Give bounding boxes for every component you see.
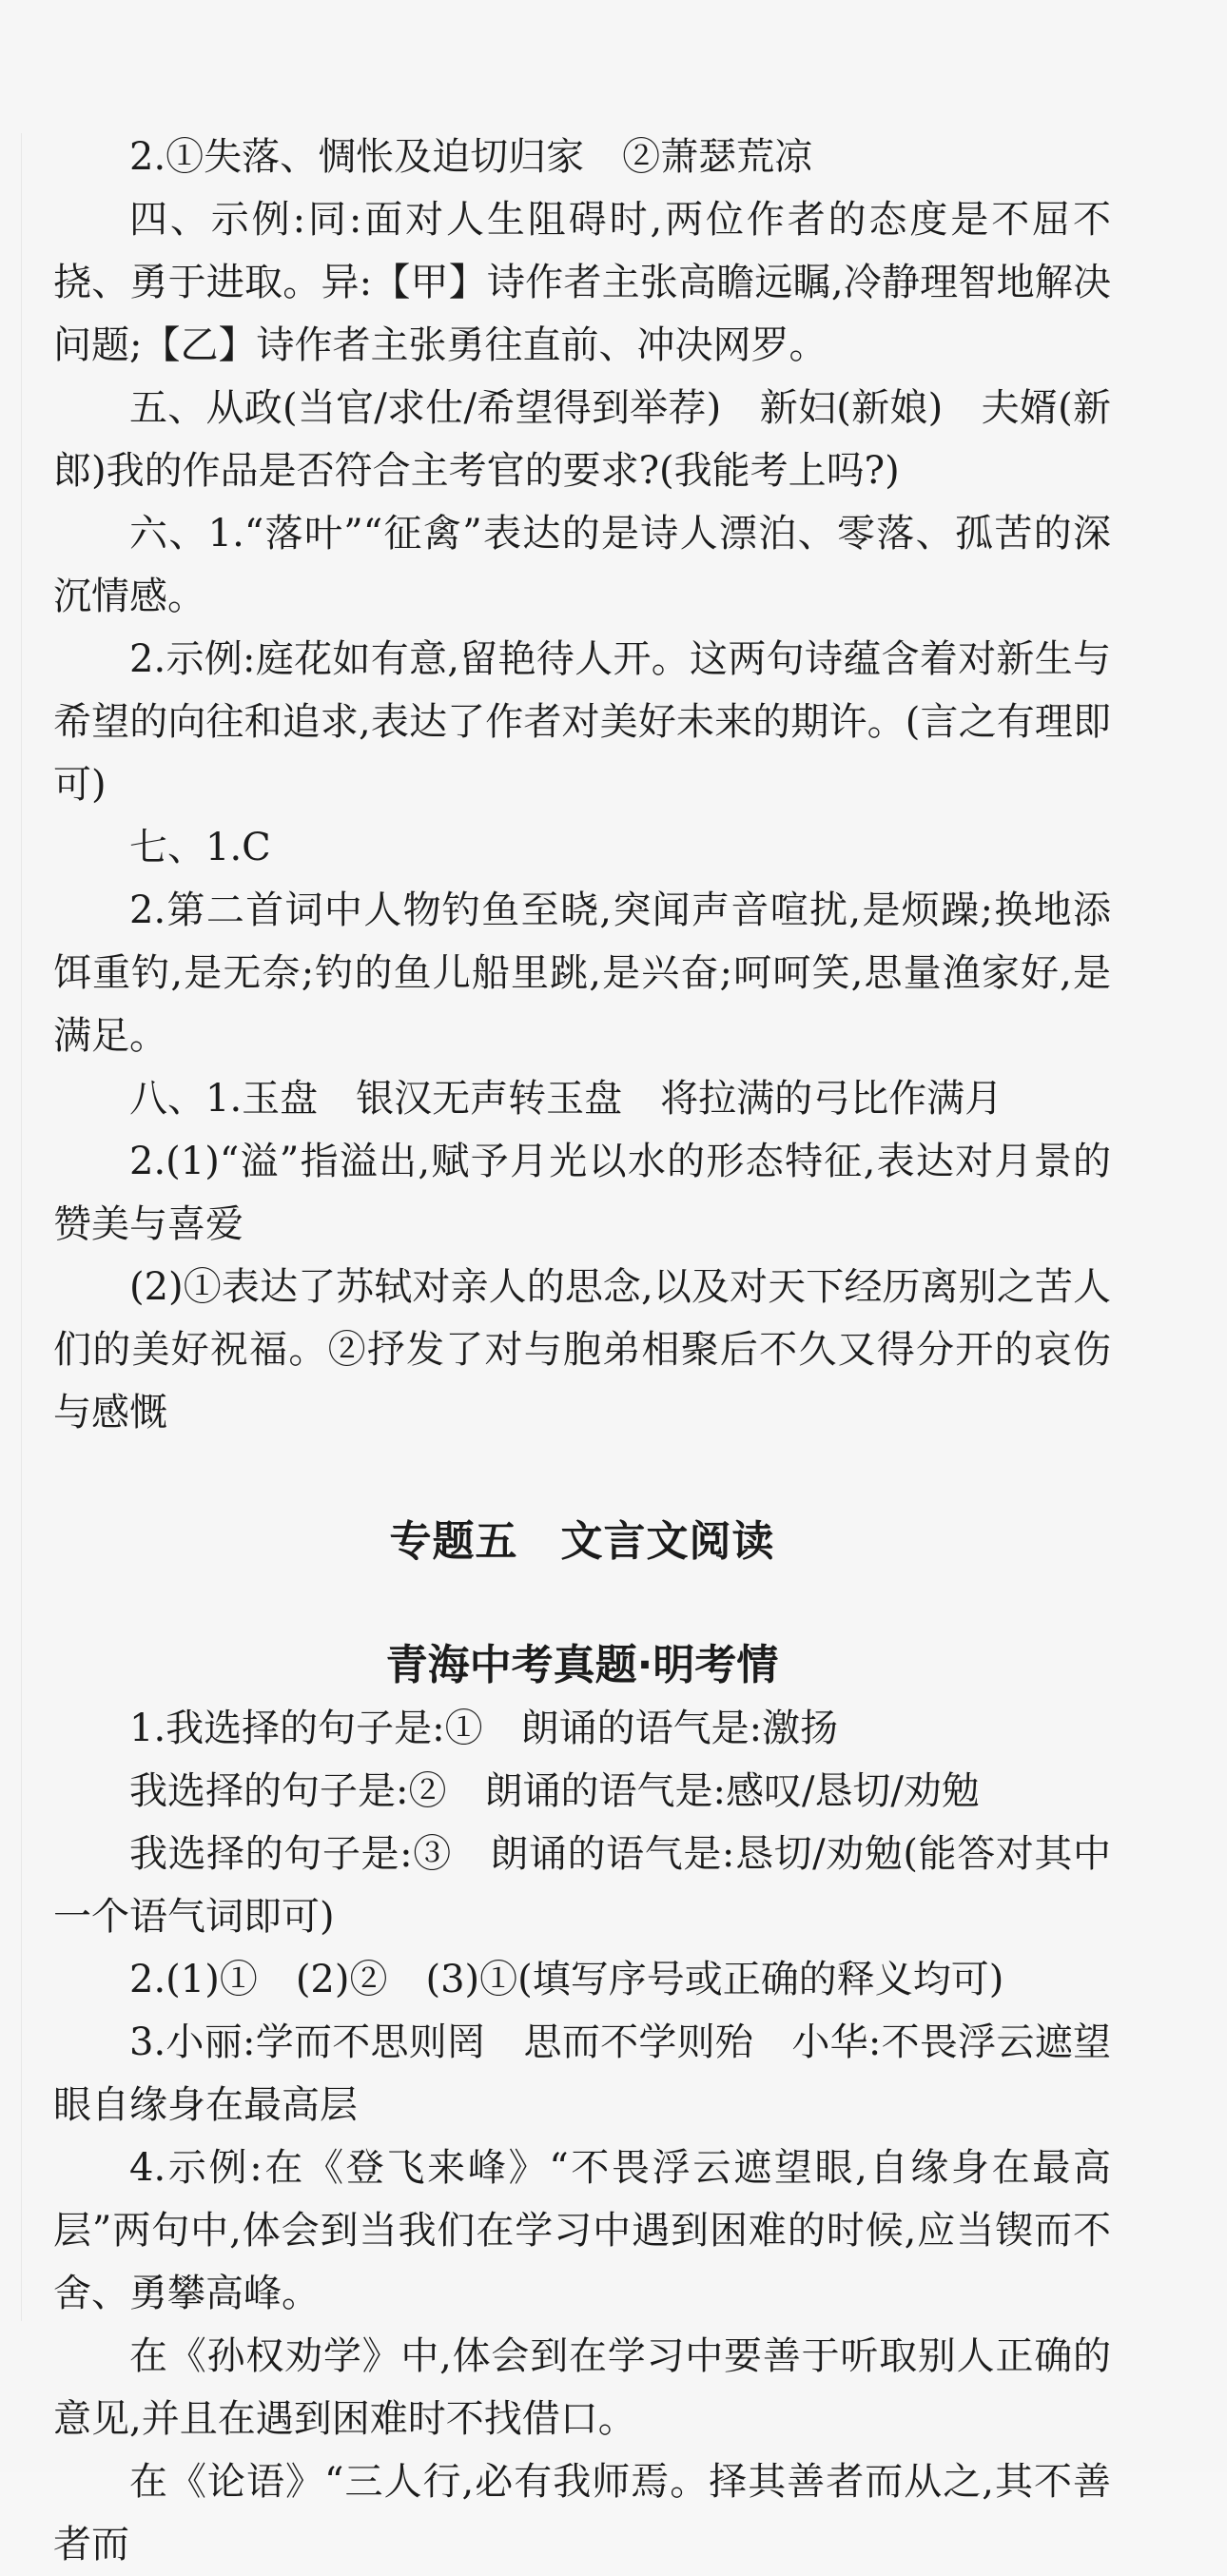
answer-paragraph: 2.第二首词中人物钓鱼至晓,突闻声音喧扰,是烦躁;换地添饵重钓,是无奈;钓的鱼儿船里跳,是兴奋;呵呵笑,思量渔家好,是满足。 <box>53 888 1111 1058</box>
answer-paragraph: 4.示例:在《登飞来峰》“不畏浮云遮望眼,自缘身在最高层”两句中,体会到当我们在学习中遇到困难的时候,应当锲而不舍、勇攀高峰。 <box>53 2146 1111 2315</box>
section-title: 专题五 文言文阅读 <box>389 1517 775 1566</box>
answer-paragraph: 在《论语》“三人行,必有我师焉。择其善者而从之,其不善者而 <box>53 2460 1111 2566</box>
answer-paragraph: 五、从政(当官/求仕/希望得到举荐) 新妇(新娘) 夫婿(新郎)我的作品是否符合主考官的要求?(我能考上吗?) <box>53 386 1111 493</box>
answer-paragraph: 2.(1)① (2)② (3)①(填写序号或正确的释义均可) <box>129 1958 1004 2001</box>
answer-paragraph: 2.(1)“溢”指溢出,赋予月光以水的形态特征,表达对月景的赞美与喜爱 <box>53 1140 1111 1246</box>
sub-title: 青海中考真题·明考情 <box>385 1641 779 1689</box>
answer-content <box>53 126 1111 2576</box>
answer-paragraph: 1.我选择的句子是:① 朗诵的语气是:激扬 <box>129 1707 839 1750</box>
answer-paragraph: 2.示例:庭花如有意,留艳待人开。这两句诗蕴含着对新生与希望的向往和追求,表达了作者对美好未来的期许。(言之有理即可) <box>53 637 1111 807</box>
answer-paragraph: 在《孙权劝学》中,体会到在学习中要善于听取别人正确的意见,并且在遇到困难时不找借口。 <box>53 2334 1111 2441</box>
answer-paragraph: 四、示例:同:面对人生阻碍时,两位作者的态度是不屈不挠、勇于进取。异:【甲】诗作者主张高瞻远瞩,冷静理智地解决问题;【乙】诗作者主张勇往直前、冲决网罗。 <box>53 198 1111 367</box>
answer-paragraph: 八、1.玉盘 银汉无声转玉盘 将拉满的弓比作满月 <box>129 1077 1003 1121</box>
answer-paragraph: 2.①失落、惆怅及迫切归家 ②萧瑟荒凉 <box>129 135 813 179</box>
answer-paragraph: 我选择的句子是:③ 朗诵的语气是:恳切/劝勉(能答对其中一个语气词即可) <box>53 1832 1111 1939</box>
answer-paragraph: (2)①表达了苏轼对亲人的思念,以及对天下经历离别之苦人们的美好祝福。②抒发了对与胞弟相聚后不久又得分开的哀伤与感慨 <box>53 1265 1111 1434</box>
page-edge-shadow <box>21 133 22 2321</box>
answer-paragraph: 我选择的句子是:② 朗诵的语气是:感叹/恳切/劝勉 <box>129 1769 980 1813</box>
answer-paragraph: 3.小丽:学而不思则罔 思而不学则殆 小华:不畏浮云遮望眼自缘身在最高层 <box>53 2020 1111 2127</box>
answer-paragraph: 六、1.“落叶”“征禽”表达的是诗人漂泊、零落、孤苦的深沉情感。 <box>53 512 1111 618</box>
answer-paragraph: 七、1.C <box>129 826 271 869</box>
